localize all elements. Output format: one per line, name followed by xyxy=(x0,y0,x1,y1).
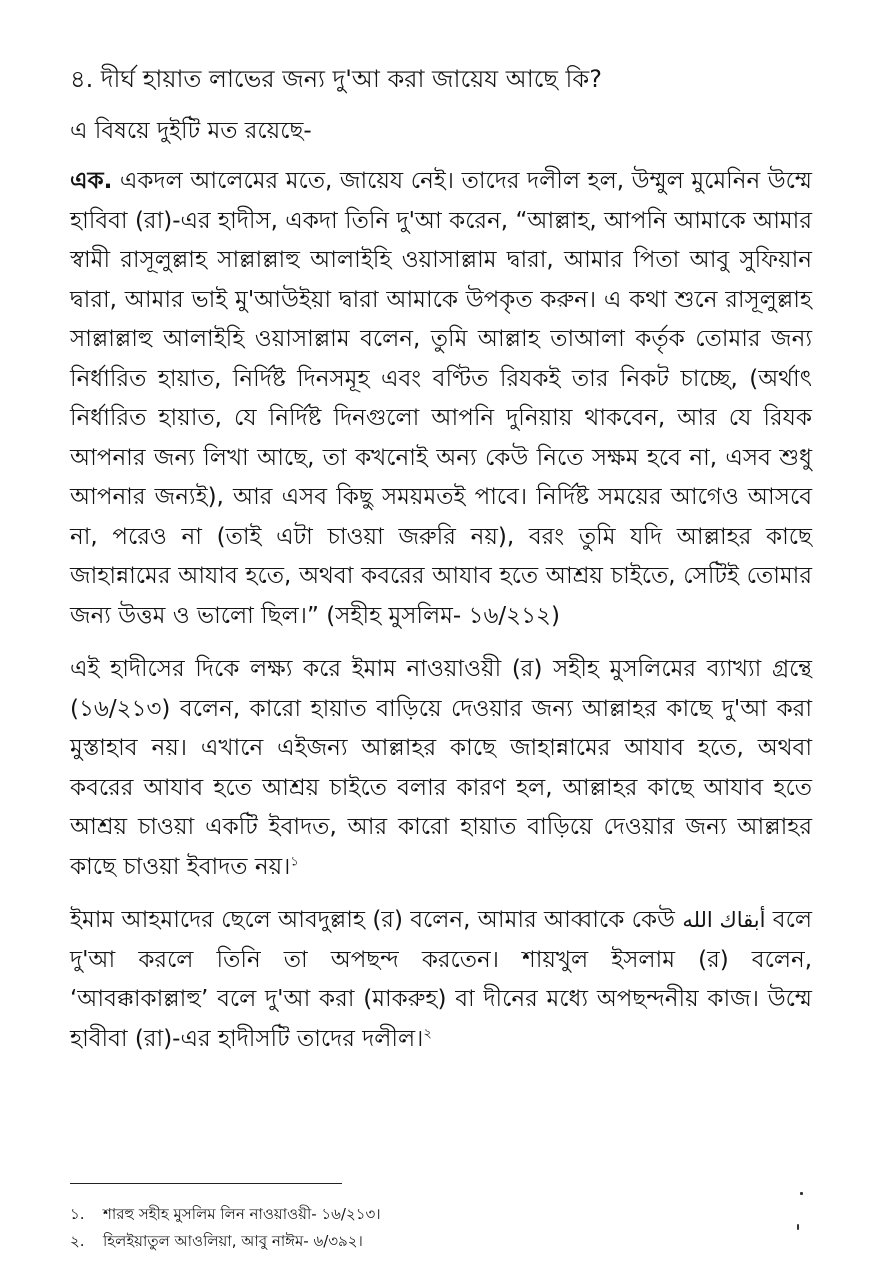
paragraph-opinion-one xyxy=(70,162,812,636)
footnote-ref-2: ২ xyxy=(423,1025,432,1041)
footnote-divider xyxy=(70,1183,342,1184)
footnote-2 xyxy=(70,1230,363,1252)
footnote-number: ২. xyxy=(70,1232,85,1250)
footnote-ref-1: ১ xyxy=(290,853,299,869)
scan-speck xyxy=(797,1224,799,1230)
section-title: ৪. দীর্ঘ হায়াত লাভের জন্য দু'আ করা জায়েয আছে কি? xyxy=(70,65,602,93)
footnote-number: ১. xyxy=(70,1205,85,1223)
scan-speck xyxy=(800,1192,803,1195)
footnote-text: হিলইয়াতুল আওলিয়া, আবু নাঈম- ৬/৩৯২। xyxy=(103,1232,363,1250)
intro-line: এ বিষয়ে দুইটি মত রয়েছে- xyxy=(70,118,312,144)
paragraph-lead-label: এক. xyxy=(70,168,113,194)
page-body xyxy=(70,62,812,1067)
footnote-1 xyxy=(70,1203,381,1225)
paragraph-text: এই হাদীসের দিকে লক্ষ্য করে ইমাম নাওয়াওয়ী (র) সহীহ মুসলিমের ব্যাখ্যা গ্রন্থে (১৬/২১৩) বলেন, কারো হায়াত বাড়িয়ে দেওয়ার জন্য আল্লাহর কাছে দু'আ করা মুস্তাহাব নয়। এখানে এইজন্য আল্লাহর কাছে জাহান্নামের আযাব হতে, অথবা কবরের আযাব হতে আশ্রয় চাইতে বলার কারণ হল, আল্লাহর কাছে আযাব হতে আশ্রয় চাওয়া একটি ইবাদত, আর কারো হায়াত বাড়িয়ে দেওয়ার জন্য আল্লাহর কাছে চাওয়া ইবাদত নয়। xyxy=(70,656,812,880)
paragraph-nawawi xyxy=(70,650,812,887)
paragraph-imam-ahmad xyxy=(70,901,812,1059)
paragraph-text: একদল আলেমের মতে, জায়েয নেই। তাদের দলীল হল, উম্মুল মুমেনিন উম্মে হাবিবা (রা)-এর হাদীস, একদা তিনি দু'আ করেন, “আল্লাহ, আপনি আমাকে আমার স্বামী রাসূলুল্লাহ সাল্লাল্লাহু আলাইহি ওয়াসাল্লাম দ্বারা, আমার পিতা আবু সুফিয়ান দ্বারা, আমার ভাই মু'আউইয়া দ্বারা আমাকে উপকৃত করুন। এ কথা শুনে রাসূলুল্লাহ সাল্লাল্লাহু আলাইহি ওয়াসাল্লাম বলেন, তুমি আল্লাহ তাআলা কর্তৃক তোমার জন্য নির্ধারিত হায়াত, নির্দিষ্ট দিনসমূহ এবং বণ্টিত রিযকই তার নিকট চাচ্ছে, (অর্থাৎ নির্ধারিত হায়াত, যে নির্দিষ্ট দিনগুলো আপনি দুনিয়ায় থাকবেন, আর যে রিযক আপনার জন্য লিখা আছে, তা কখনোই অন্য কেউ নিতে সক্ষম হবে না, এসব শুধু আপনার জন্যই), আর এসব কিছু সময়মতই পাবে। নির্দিষ্ট সময়ের আগেও আসবে না, পরেও না (তাই এটা চাওয়া জরুরি নয়), বরং তুমি যদি আল্লাহর কাছে জাহান্নামের আযাব হতে, অথবা কবরের আযাব হতে আশ্রয় চাইতে, সেটিই তোমার জন্য উত্তম ও ভালো ছিল।” (সহীহ মুসলিম- ১৬/২১২) xyxy=(70,168,812,629)
arabic-phrase: أبقاك الله xyxy=(682,908,766,932)
paragraph-text: ইমাম আহমাদের ছেলে আবদুল্লাহ (র) বলেন, আমার আব্বাকে কেউ xyxy=(70,907,683,933)
footnote-text: শারহু সহীহ মুসলিম লিন নাওয়াওয়ী- ১৬/২১৩। xyxy=(103,1205,381,1223)
paragraph-text: বলে দু'আ করলে তিনি তা অপছন্দ করতেন। শায়খুল ইসলাম (র) বলেন, ‘আবক্কাকাল্লাহু’ বলে দু'আ করা (মাকরুহ) বা দীনের মধ্যে অপছন্দনীয় কাজ। উম্মে হাবীবা (রা)-এর হাদীসটি তাদের দলীল। xyxy=(70,907,812,1052)
